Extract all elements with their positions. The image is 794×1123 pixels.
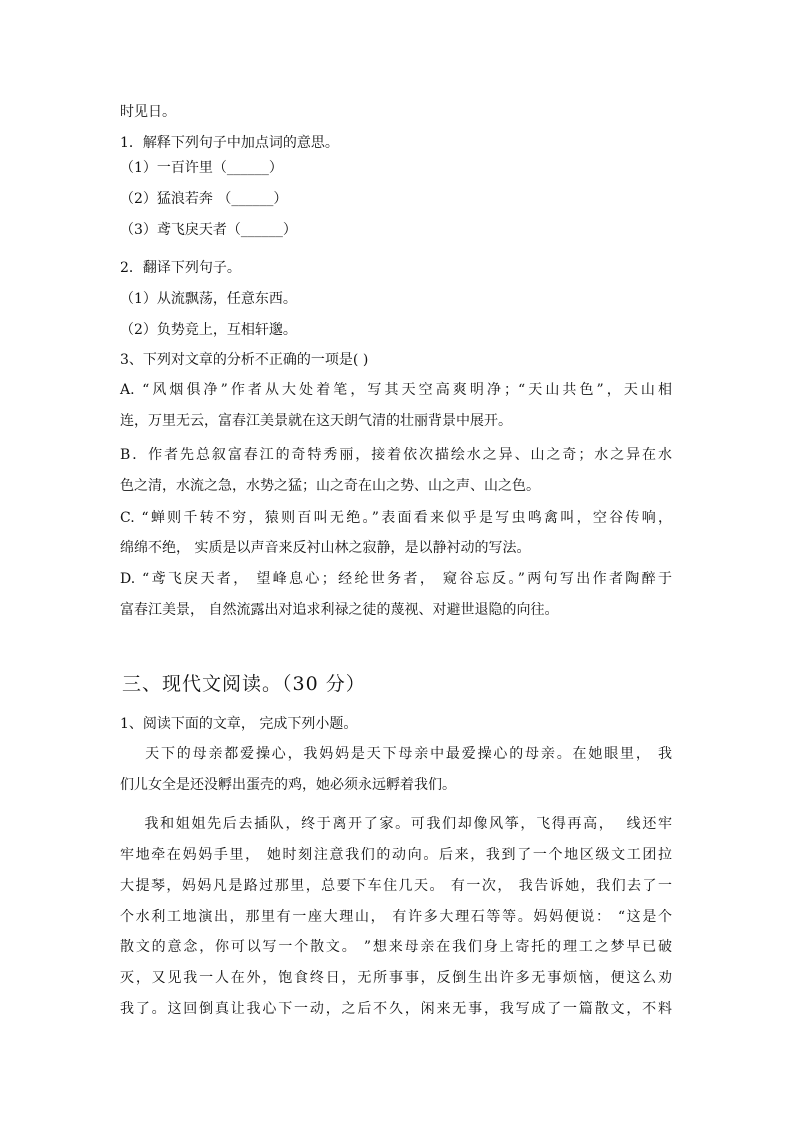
paragraph-line: 大提琴，妈妈凡是路过那里，总要下车住几天。 有一次， 我告诉她，我们去了一 bbox=[120, 878, 672, 894]
section-instruction: 1、阅读下面的文章， 完成下列小题。 bbox=[120, 716, 358, 732]
paragraph-line: 灭，又见我一人在外，饱食终日，无所事事，反倒生出许多无事烦恼，便这么劝 bbox=[120, 970, 672, 986]
question-1-item: （1）一百许里（______） bbox=[120, 160, 283, 176]
section-heading: 三、现代文阅读。（30 分） bbox=[122, 673, 366, 695]
option-b-line: B．作者先总叙富春江的奇特秀丽，接着依次描绘水之异、山之奇；水之异在水 bbox=[120, 447, 672, 463]
question-1-item: （3）鸢飞戾天者（______） bbox=[120, 222, 297, 238]
paragraph-line: 我了。这回倒真让我心下一动，之后不久，闲来无事，我写成了一篇散文，不料 bbox=[120, 1001, 672, 1017]
paragraph-line: 个水利工地演出，那里有一座大理山， 有许多大理石等等。妈妈便说： “这是个 bbox=[120, 909, 672, 925]
question-3-title: 3、下列对文章的分析不正确的一项是( ) bbox=[120, 352, 369, 368]
continuation-text: 时见日。 bbox=[120, 104, 176, 120]
option-d-line: D. “鸢飞戾天者， 望峰息心；经纶世务者， 窥谷忘反。”两句写出作者陶醉于 bbox=[120, 571, 672, 587]
question-1-item: （2）猛浪若奔 （______） bbox=[120, 191, 288, 207]
option-c-line: C. “蝉则千转不穷，猿则百叫无绝。”表面看来似乎是写虫鸣禽叫，空谷传响， bbox=[120, 510, 672, 526]
question-2-item: （1）从流飘荡，任意东西。 bbox=[120, 291, 297, 307]
option-c-line: 绵绵不绝， 实质是以声音来反衬山林之寂静，是以静衬动的写法。 bbox=[120, 540, 531, 556]
option-a-line: A. “风烟俱净”作者从大处着笔，写其天空高爽明净；“天山共色”，天山相 bbox=[120, 382, 672, 398]
option-a-line: 连，万里无云，富春江美景就在这天朗气清的壮丽背景中展开。 bbox=[120, 413, 512, 429]
paragraph-line: 我和姐姐先后去插队，终于离开了家。可我们却像风筝，飞得再高， 线还牢 bbox=[120, 816, 672, 832]
paragraph-line: 牢地牵在妈妈手里， 她时刻注意我们的动向。后来，我到了一个地区级文工团拉 bbox=[120, 847, 672, 863]
option-b-line: 色之清，水流之急，水势之猛；山之奇在山之势、山之声、山之色。 bbox=[120, 478, 540, 494]
question-1-title: 1．解释下列句子中加点词的意思。 bbox=[120, 135, 339, 151]
question-2-item: （2）负势竞上，互相轩邈。 bbox=[120, 322, 297, 338]
paragraph-line: 们儿女全是还没孵出蛋壳的鸡，她必须永远孵着我们。 bbox=[120, 777, 456, 793]
paragraph-line: 散文的意念，你可以写一个散文。 ”想来母亲在我们身上寄托的理工之梦早已破 bbox=[120, 939, 672, 955]
question-2-title: 2．翻译下列句子。 bbox=[120, 260, 241, 276]
paragraph-line: 天下的母亲都爱操心，我妈妈是天下母亲中最爱操心的母亲。在她眼里， 我 bbox=[120, 746, 672, 762]
option-d-line: 富春江美景， 自然流露出对追求利禄之徒的蔑视、对避世退隐的向往。 bbox=[120, 602, 559, 618]
